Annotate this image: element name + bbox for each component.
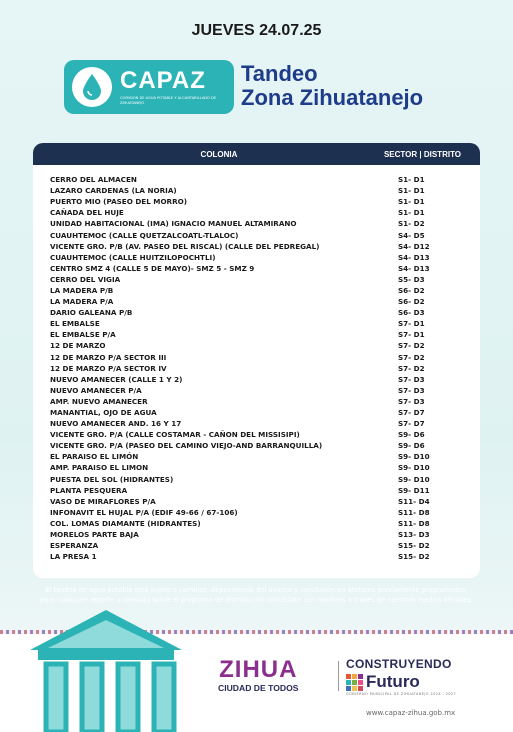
sector-cell: S11- D4 (398, 496, 430, 506)
table-row (33, 485, 480, 496)
table-row (33, 252, 480, 263)
colonia-cell: VICENTE GRO. P/A (CALLE COSTAMAR - CAÑON DEL MISSISIPI) (50, 430, 300, 440)
table-row (33, 374, 480, 385)
colonia-cell: EL EMBALSE P/A (50, 330, 116, 340)
sector-cell: S7- D7 (398, 419, 425, 429)
colonia-cell: PUESTA DEL SOL (HIDRANTES) (50, 474, 174, 484)
colonia-cell: VASO DE MIRAFLORES P/A (50, 496, 156, 506)
sector-cell: S6- D2 (398, 297, 425, 307)
date-heading: JUEVES 24.07.25 (191, 22, 322, 39)
colonia-cell: COL. LOMAS DIAMANTE (HIDRANTES) (50, 518, 201, 528)
table-row (33, 296, 480, 307)
sector-cell: S13- D3 (398, 530, 430, 540)
sector-cell: S6- D3 (398, 308, 425, 318)
colonia-cell: CERRO DEL ALMACEN (50, 175, 137, 185)
sector-cell: S9- D11 (398, 485, 430, 495)
header-colonia: COLONIA (200, 149, 238, 159)
table-row (33, 340, 480, 351)
table-row (33, 507, 480, 518)
colonia-cell: 12 DE MARZO (50, 341, 106, 351)
colonia-cell: 12 DE MARZO P/A SECTOR III (50, 352, 167, 362)
table-row (33, 418, 480, 429)
colonia-cell: LAZARO CARDENAS (LA NORIA) (50, 186, 177, 196)
table-row (33, 285, 480, 296)
table-row (33, 385, 480, 396)
table-row (33, 185, 480, 196)
sector-cell: S1- D1 (398, 208, 425, 218)
title-line-2: Zona Zihuatanejo (241, 85, 424, 110)
schedule-table (33, 143, 480, 578)
table-row (33, 207, 480, 218)
table-row (33, 407, 480, 418)
colonia-cell: CENTRO SMZ 4 (CALLE 5 DE MAYO)- SMZ 5 - SMZ 9 (50, 263, 255, 273)
table-row (33, 274, 480, 285)
zihua-word: ZIHUA (219, 656, 298, 683)
colonia-cell: CUAUHTEMOC (CALLE HUITZILOPOCHTLI) (50, 252, 216, 262)
colonia-cell: VICENTE GRO. P/B (AV. PASEO DEL RISCAL) (CALLE DEL PEDREGAL) (50, 241, 320, 251)
colonia-cell: EL PARAISO EL LIMÓN (50, 452, 139, 462)
sector-cell: S11- D8 (398, 507, 430, 517)
table-row (33, 363, 480, 374)
sector-cell: S7- D1 (398, 330, 425, 340)
zihua-slogan: CIUDAD DE TODOS (218, 683, 299, 693)
colonia-cell: LA PRESA 1 (50, 552, 97, 562)
colonia-cell: CUAUHTEMOC (CALLE QUETZALCOATL-TLALOC) (50, 230, 239, 240)
sector-cell: S7- D3 (398, 385, 425, 395)
table-row (33, 174, 480, 185)
sector-cell: S15- D2 (398, 541, 430, 551)
colonia-cell: MORELOS PARTE BAJA (50, 530, 139, 540)
sector-cell: S9- D10 (398, 452, 430, 462)
construyendo-futuro-logo (346, 657, 456, 696)
construyendo-text: CONSTRUYENDO (346, 657, 452, 671)
table-row (33, 474, 480, 485)
sector-cell: S7- D1 (398, 319, 425, 329)
colonia-cell: NUEVO AMANECER AND. 16 Y 17 (50, 419, 182, 429)
sector-cell: S6- D2 (398, 285, 425, 295)
sector-cell: S9- D10 (398, 474, 430, 484)
colonia-cell: MANANTIAL, OJO DE AGUA (50, 408, 157, 418)
sector-cell: S11- D8 (398, 518, 430, 528)
colonia-cell: PUERTO MIO (PASEO DEL MORRO) (50, 197, 188, 207)
futuro-text: Futuro (366, 672, 420, 691)
colonia-cell: VICENTE GRO. P/A (PASEO DEL CAMINO VIEJO-AND BARRANQUILLA) (50, 441, 323, 451)
sector-cell: S9- D10 (398, 463, 430, 473)
colonia-cell: AMP. PARAISO EL LIMON (50, 463, 149, 473)
colonia-cell: CERRO DEL VIGIA (50, 274, 121, 284)
sector-cell: S4- D13 (398, 263, 430, 273)
table-row (33, 451, 480, 462)
sector-cell: S1- D1 (398, 197, 425, 207)
colonia-cell: AMP. NUEVO AMANECER (50, 396, 148, 406)
logo-subtitle: COMISIÓN DE AGUA POTABLE Y ALCANTARILLADO DE ZIHUATANEJO (120, 96, 217, 105)
colonia-cell: DARIO GALEANA P/B (50, 308, 133, 318)
table-row (33, 529, 480, 540)
government-caption: GOBIERNO MUNICIPAL DE ZIHUATANEJO 2024 - 2027 (346, 692, 457, 696)
table-row (33, 263, 480, 274)
capaz-logo (64, 60, 234, 114)
table-row (33, 496, 480, 507)
sector-cell: S7- D3 (398, 396, 425, 406)
table-row (33, 241, 480, 252)
table-row (33, 440, 480, 451)
table-header (33, 143, 480, 165)
zihua-logo (218, 657, 299, 693)
header-sector: SECTOR | DISTRITO (383, 149, 462, 159)
colonia-cell: LA MADERA P/A (50, 297, 114, 307)
table-row (33, 540, 480, 551)
table-row (33, 307, 480, 318)
title-line-1: Tandeo (241, 61, 318, 86)
sector-cell: S4- D5 (398, 230, 425, 240)
table-row (33, 196, 480, 207)
sector-cell: S5- D3 (398, 274, 425, 284)
logo-name: CAPAZ (120, 67, 206, 95)
disclaimer-text: El tandeo de agua potable está sujeto a cambios, dependiendo del avance y conclusión en sectores previamente programados; para cualquier reporte o consulta sobre el programa de distribución contáctate con nosotros a través de nuestros medios oficiales. (40, 586, 473, 604)
sector-cell: S4- D12 (398, 241, 430, 251)
table-row (33, 462, 480, 473)
sector-cell: S15- D2 (398, 552, 430, 562)
colonia-cell: PLANTA PESQUERA (50, 485, 128, 495)
sector-cell: S1- D1 (398, 186, 425, 196)
logo-divider (338, 661, 339, 691)
colonia-cell: INFONAVIT EL HUJAL P/A (EDIF 49-66 / 67-106) (50, 507, 238, 517)
table-row (33, 551, 480, 562)
colonia-cell: ESPERANZA (50, 541, 99, 551)
sector-cell: S1- D2 (398, 219, 425, 229)
colonia-cell: NUEVO AMANECER P/A (50, 385, 142, 395)
color-squares-icon (346, 674, 363, 691)
sector-cell: S7- D2 (398, 341, 425, 351)
website-link[interactable]: www.capaz-zihua.gob.mx (366, 709, 456, 717)
table-row (33, 318, 480, 329)
colonia-cell: 12 DE MARZO P/A SECTOR IV (50, 363, 167, 373)
colonia-cell: EL EMBALSE (50, 319, 100, 329)
colonia-cell: LA MADERA P/B (50, 285, 114, 295)
table-row (33, 518, 480, 529)
sector-cell: S7- D2 (398, 363, 425, 373)
sector-cell: S7- D7 (398, 408, 425, 418)
table-row (33, 429, 480, 440)
table-body (33, 165, 480, 562)
sector-cell: S7- D2 (398, 352, 425, 362)
table-row (33, 396, 480, 407)
sector-cell: S9- D6 (398, 430, 425, 440)
table-row (33, 229, 480, 240)
colonia-cell: UNIDAD HABITACIONAL (IMA) IGNACIO MANUEL ALTAMIRANO (50, 219, 297, 229)
sector-cell: S4- D13 (398, 252, 430, 262)
water-drop-icon (72, 67, 112, 107)
page-title (241, 62, 423, 110)
table-row (33, 329, 480, 340)
sector-cell: S7- D3 (398, 374, 425, 384)
temple-icon (26, 608, 186, 732)
sector-cell: S9- D6 (398, 441, 425, 451)
colonia-cell: CAÑADA DEL HUJE (50, 208, 124, 218)
sector-cell: S1- D1 (398, 175, 425, 185)
table-row (33, 352, 480, 363)
colonia-cell: NUEVO AMANECER (CALLE 1 Y 2) (50, 374, 183, 384)
table-row (33, 218, 480, 229)
